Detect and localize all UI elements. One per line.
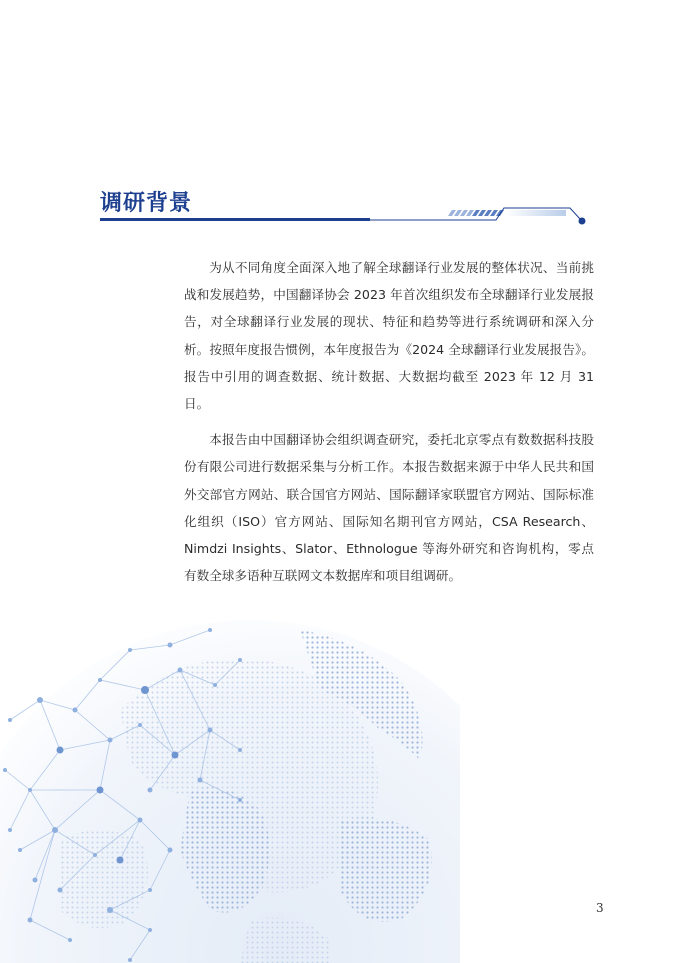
- body-text: [184, 254, 594, 598]
- globe-network-icon: [0, 590, 460, 963]
- header-decoration-icon: [368, 206, 590, 228]
- paragraph-2: 本报告由中国翻译协会组织调查研究，委托北京零点有数数据科技股份有限公司进行数据采集与分析工作。本报告数据来源于中华人民共和国外交部官方网站、联合国官方网站、国际翻译家联盟官方网站、国际标准化组织（ISO）官方网站、国际知名期刊官方网站，CSA Research、Nimdzi Insights、Slator、Ethnologue 等海外研究和咨询机构，零点有数全球多语种互联网文本数据库和项目组调研。: [184, 432, 594, 584]
- section-title-underline: [100, 218, 370, 221]
- section-title: 调研背景: [100, 191, 193, 216]
- page-number: 3: [596, 901, 604, 915]
- paragraph-1: 为从不同角度全面深入地了解全球翻译行业发展的整体状况、当前挑战和发展趋势，中国翻译协会 2023 年首次组织发布全球翻译行业发展报告，对全球翻译行业发展的现状、特征和趋势等进行系统调研和深入分析。按照年度报告惯例，本年度报告为《2024 全球翻译行业发展报告》。报告中引用的调查数据、统计数据、大数据均截至 2023 年 12 月 31 日。: [184, 260, 594, 412]
